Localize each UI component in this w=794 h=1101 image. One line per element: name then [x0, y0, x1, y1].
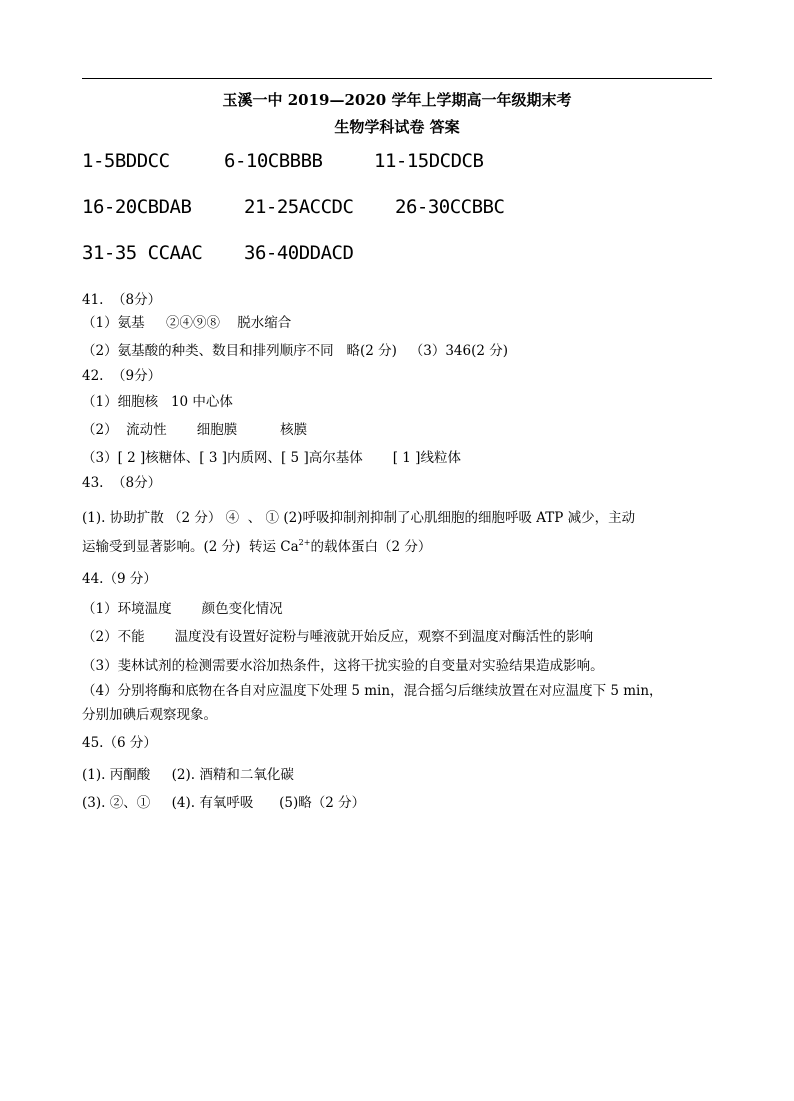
- q43-answer-2-tail: 的载体蛋白（2 分）: [310, 539, 432, 555]
- q42-heading: 42. （9分）: [82, 368, 162, 384]
- q43-answer-2: [82, 535, 431, 555]
- q44-answer-1: （1）环境温度 颜色变化情况: [82, 601, 283, 617]
- choice-answers-31-35: 31-35 CCAAC: [82, 242, 203, 264]
- q42-answer-2: （2） 流动性 细胞膜 核膜: [82, 422, 308, 438]
- q41-answer-1: （1）氨基 ②④⑨⑧ 脱水缩合: [82, 315, 292, 331]
- calcium-charge-superscript: 2+: [298, 538, 311, 547]
- q42-answer-3: （3）[ 2 ]核糖体、[ 3 ]内质网、[ 5 ]高尔基体 [ 1 ]线粒体: [82, 450, 461, 466]
- q44-heading: 44.（9 分）: [82, 571, 157, 587]
- q45-answer-2: (3). ②、① (4). 有氧呼吸 (5)略（2 分）: [82, 795, 366, 811]
- q43-heading: 43. （8分）: [82, 475, 162, 491]
- q41-heading: 41. （8分）: [82, 292, 162, 308]
- q44-answer-3: （3）斐林试剂的检测需要水浴加热条件，这将干扰实验的自变量对实验结果造成影响。: [82, 658, 604, 674]
- q45-answer-1: (1). 丙酮酸 (2). 酒精和二氧化碳: [82, 767, 294, 783]
- q42-answer-1: （1）细胞核 10 中心体: [82, 394, 233, 410]
- q44-answer-4: （4）分别将酶和底物在各自对应温度下处理 5 min，混合摇匀后继续放置在对应温度下 5 min，: [82, 683, 663, 699]
- choice-answers-26-30: 26-30CCBBC: [395, 196, 505, 218]
- q41-answer-2: （2）氨基酸的种类、数目和排列顺序不同 略(2 分) （3）346(2 分): [82, 343, 509, 359]
- choice-answers-1-5: 1-5BDDCC: [82, 150, 170, 172]
- choice-answers-11-15: 11-15DCDCB: [374, 150, 484, 172]
- choice-answers-21-25: 21-25ACCDC: [244, 196, 354, 218]
- q44-answer-2: （2）不能 温度没有设置好淀粉与唾液就开始反应，观察不到温度对酶活性的影响: [82, 629, 594, 645]
- choice-answers-6-10: 6-10CBBBB: [224, 150, 323, 172]
- exam-subtitle: 生物学科试卷 答案: [334, 118, 460, 136]
- header-rule: [82, 78, 712, 79]
- q45-heading: 45.（6 分）: [82, 735, 157, 751]
- choice-answers-36-40: 36-40DDACD: [244, 242, 354, 264]
- q43-answer-2-text: 运输受到显著影响。(2 分) 转运 Ca: [82, 539, 299, 555]
- choice-answers-16-20: 16-20CBDAB: [82, 196, 192, 218]
- q44-answer-4-cont: 分别加碘后观察现象。: [82, 707, 217, 723]
- q43-answer-1: (1). 协助扩散 （2 分） ④ 、 ① (2)呼吸抑制剂抑制了心肌细胞的细胞呼吸 ATP 减少，主动: [82, 510, 636, 526]
- exam-title: 玉溪一中 2019—2020 学年上学期高一年级期末考: [222, 91, 572, 109]
